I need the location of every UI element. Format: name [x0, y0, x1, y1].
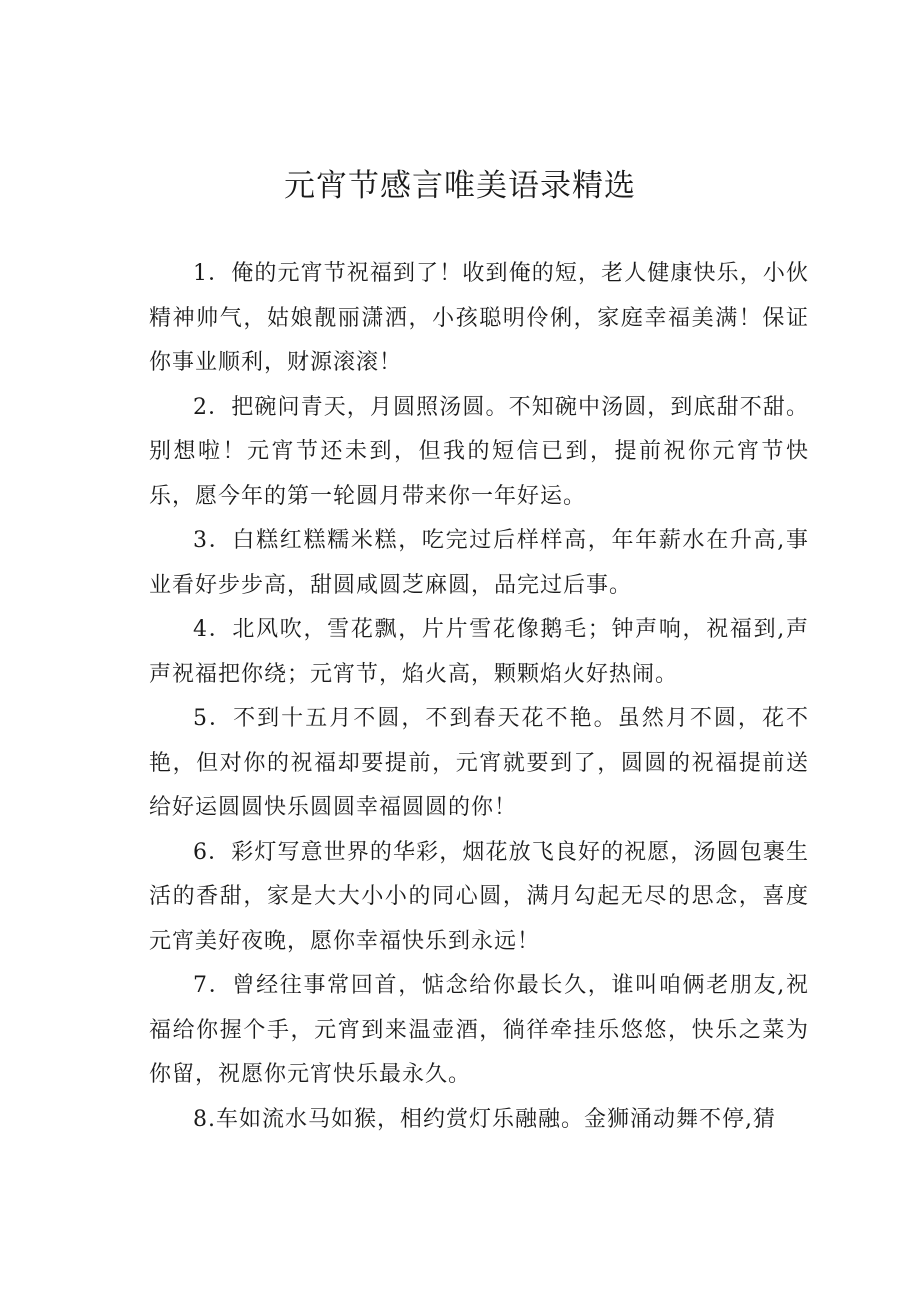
paragraph-3: 3．白糕红糕糯米糕，吃完过后样样高，年年薪水在升高,事业看好步步高，甜圆咸圆芝麻圆，品完过后事。: [149, 528, 809, 598]
paragraph-6: 6．彩灯写意世界的华彩，烟花放飞良好的祝愿，汤圆包裹生活的香甜，家是大大小小的同心圆，满月勾起无尽的思念，喜度元宵美好夜晚，愿你幸福快乐到永远！: [149, 839, 809, 954]
document-body: [149, 252, 809, 1142]
paragraph-2: 2．把碗问青天，月圆照汤圆。不知碗中汤圆，到底甜不甜。别想啦！元宵节还未到，但我的短信已到，提前祝你元宵节快乐，愿今年的第一轮圆月带来你一年好运。: [149, 394, 809, 509]
paragraph-1: 1．俺的元宵节祝福到了！收到俺的短，老人健康快乐，小伙精神帅气，姑娘靓丽潇洒，小孩聪明伶俐，家庭幸福美满！保证你事业顺利，财源滚滚！: [149, 261, 809, 375]
paragraph-8: 8.车如流水马如猴，相约赏灯乐融融。金狮涌动舞不停,猜: [193, 1106, 776, 1132]
paragraph-5: 5．不到十五月不圆，不到春天花不艳。虽然月不圆，花不艳，但对你的祝福却要提前，元宵就要到了，圆圆的祝福提前送给好运圆圆快乐圆圆幸福圆圆的你！: [149, 706, 809, 820]
paragraph-7: 7．曾经往事常回首，惦念给你最长久，谁叫咱俩老朋友,祝福给你握个手，元宵到来温壶酒，徜徉牵挂乐悠悠，快乐之菜为你留，祝愿你元宵快乐最永久。: [149, 973, 809, 1087]
paragraph-4: 4．北风吹，雪花飘，片片雪花像鹅毛；钟声响，祝福到,声声祝福把你绕；元宵节，焰火高，颗颗焰火好热闹。: [149, 617, 809, 687]
document-title: 元宵节感言唯美语录精选: [284, 168, 636, 204]
